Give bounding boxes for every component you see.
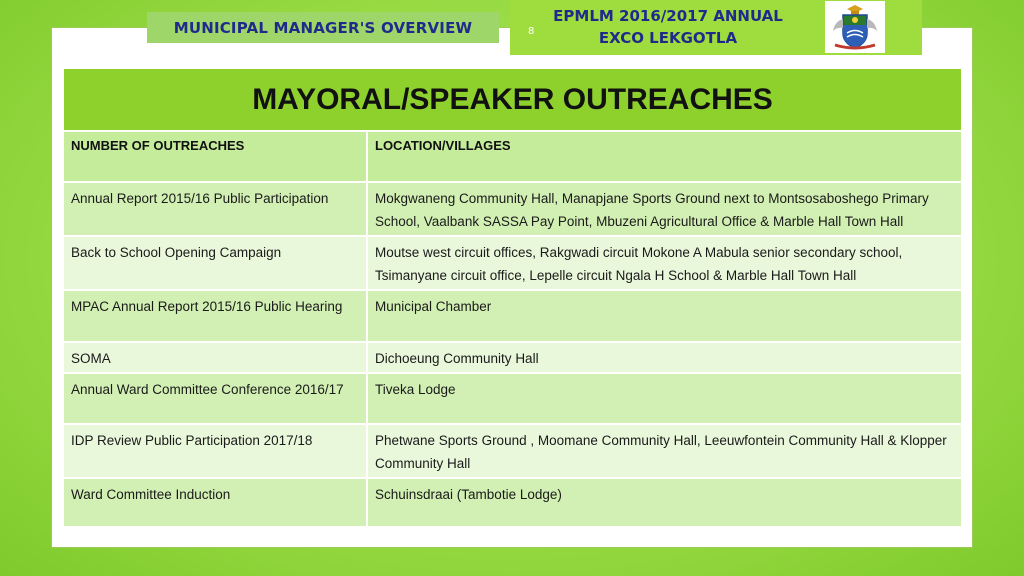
outreach-cell: Back to School Opening Campaign xyxy=(64,236,367,290)
outreach-table xyxy=(64,132,961,526)
outreach-cell: SOMA xyxy=(64,342,367,373)
table-row xyxy=(64,424,961,478)
column-header-outreaches: NUMBER OF OUTREACHES xyxy=(64,132,367,182)
table-header-row xyxy=(64,132,961,182)
presentation-title xyxy=(538,5,798,49)
outreach-cell: MPAC Annual Report 2015/16 Public Hearing xyxy=(64,290,367,342)
table-row xyxy=(64,290,961,342)
location-cell: Schuinsdraai (Tambotie Lodge) xyxy=(367,478,961,526)
section-header xyxy=(147,12,499,43)
table-row xyxy=(64,236,961,290)
presentation-title-line1: EPMLM 2016/2017 ANNUAL xyxy=(553,7,783,25)
location-cell: Dichoeung Community Hall xyxy=(367,342,961,373)
municipal-crest-icon xyxy=(825,1,885,53)
table-row xyxy=(64,342,961,373)
outreach-cell: Annual Ward Committee Conference 2016/17 xyxy=(64,373,367,424)
table-row xyxy=(64,373,961,424)
presentation-header xyxy=(510,0,922,55)
slide-title-band xyxy=(64,69,961,130)
table-row xyxy=(64,478,961,526)
table-row xyxy=(64,182,961,236)
location-cell: Phetwane Sports Ground , Moomane Community Hall, Leeuwfontein Community Hall & Klopper Community Hall xyxy=(367,424,961,478)
location-cell: Moutse west circuit offices, Rakgwadi circuit Mokone A Mabula senior secondary school, Tsimanyane circuit office, Lepelle circuit Ngala H School & Marble Hall Town Hall xyxy=(367,236,961,290)
section-header-title: MUNICIPAL MANAGER'S OVERVIEW xyxy=(173,18,473,37)
outreach-cell: IDP Review Public Participation 2017/18 xyxy=(64,424,367,478)
outreach-cell: Annual Report 2015/16 Public Participation xyxy=(64,182,367,236)
slide-title: MAYORAL/SPEAKER OUTREACHES xyxy=(252,82,773,116)
slide-number: 8 xyxy=(528,26,535,37)
column-header-location: LOCATION/VILLAGES xyxy=(367,132,961,182)
outreach-cell: Ward Committee Induction xyxy=(64,478,367,526)
location-cell: Municipal Chamber xyxy=(367,290,961,342)
presentation-title-line2: EXCO LEKGOTLA xyxy=(598,29,738,47)
location-cell: Mokgwaneng Community Hall, Manapjane Sports Ground next to Montsosaboshego Primary School, Vaalbank SASSA Pay Point, Mbuzeni Agricultural Office & Marble Hall Town Hall xyxy=(367,182,961,236)
location-cell: Tiveka Lodge xyxy=(367,373,961,424)
